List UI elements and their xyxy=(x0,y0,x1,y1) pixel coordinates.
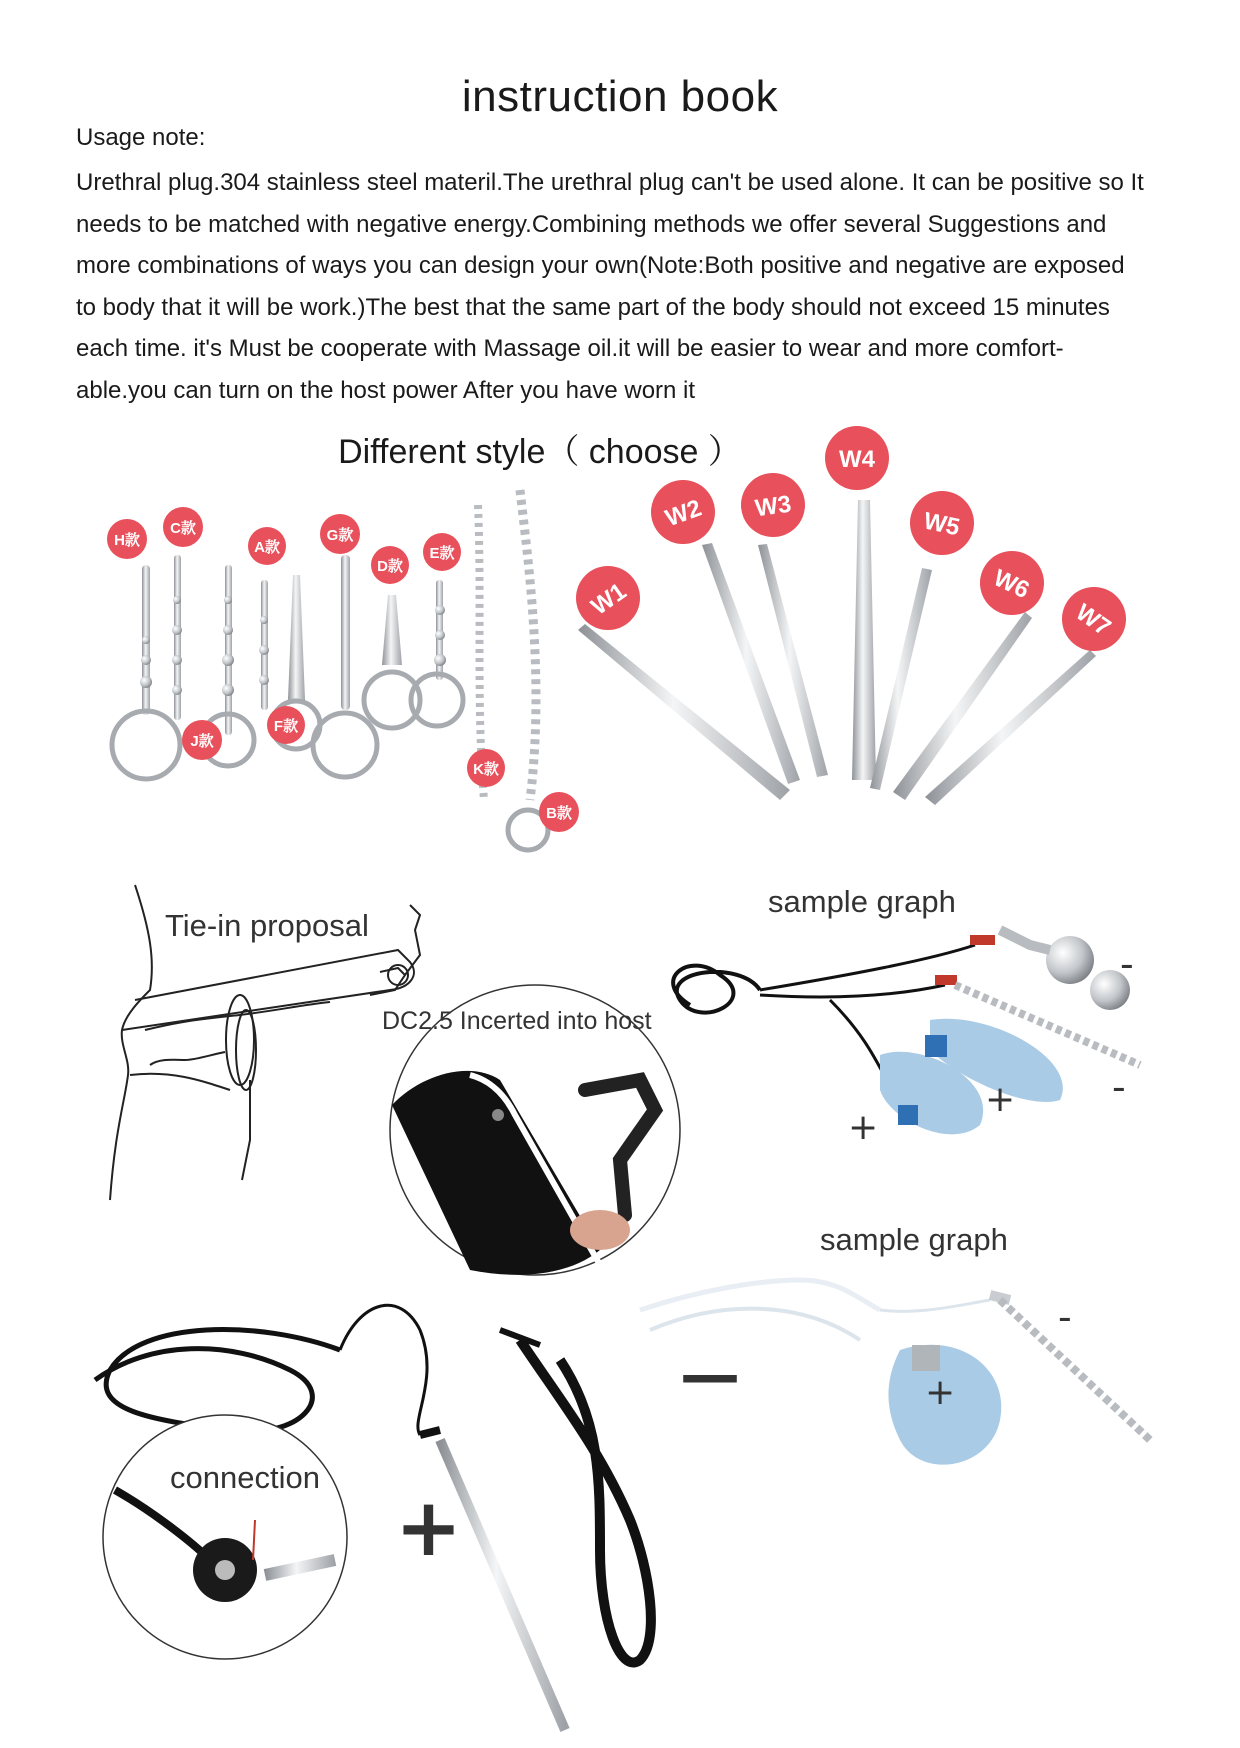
badge-e xyxy=(423,533,461,571)
big-minus-sign: — xyxy=(680,1340,740,1410)
svg-text:E款: E款 xyxy=(429,545,455,562)
minus-sign-sample1-top: - xyxy=(1120,942,1134,986)
rod-w2 xyxy=(702,543,800,784)
sample-graph-label-1: sample graph xyxy=(768,884,956,919)
rod-w1 xyxy=(578,624,790,800)
svg-text:W7: W7 xyxy=(1070,598,1116,642)
svg-text:W6: W6 xyxy=(989,564,1034,605)
usage-note-heading: Usage note: xyxy=(76,124,206,151)
badge-w7 xyxy=(1062,587,1126,651)
large-rod-group xyxy=(578,500,1096,805)
usage-note-line: each time. it's Must be cooperate with Massage oil.it will be easier to wear and more comfort- xyxy=(76,335,1064,362)
usage-note-line: to body that it will be work.)The best that the same part of the body should not exceed 15 minutes xyxy=(76,293,1110,321)
usage-note-line: needs to be matched with negative energy.Combining methods we offer several Suggestions and xyxy=(76,210,1107,238)
connection-label: connection xyxy=(170,1460,320,1495)
badge-w1 xyxy=(576,566,640,630)
usage-note-line: more combinations of ways you can design your own(Note:Both positive and negative are exposed xyxy=(76,252,1125,279)
tie-in-proposal-label: Tie-in proposal xyxy=(165,908,369,943)
svg-text:A款: A款 xyxy=(254,539,280,556)
badge-h xyxy=(107,519,147,559)
badge-w4 xyxy=(825,426,889,490)
badge-w3 xyxy=(741,473,805,537)
svg-text:J款: J款 xyxy=(190,733,214,750)
page-title: instruction book xyxy=(461,72,779,121)
badge-a xyxy=(248,527,286,565)
rod-c xyxy=(172,555,182,720)
badge-f xyxy=(267,706,305,744)
plus-sign-sample1-right: + xyxy=(985,1079,1016,1120)
dc-host-label: DC2.5 Incerted into host xyxy=(382,1007,652,1035)
badge-k xyxy=(467,749,505,787)
minus-sign-sample1-bottom: - xyxy=(1112,1065,1126,1109)
svg-text:W2: W2 xyxy=(661,494,706,533)
large-badges xyxy=(576,426,1126,651)
plus-sign-sample2: + xyxy=(925,1372,956,1413)
svg-text:W3: W3 xyxy=(753,490,793,523)
connection-photo xyxy=(103,1415,347,1659)
badge-j xyxy=(182,720,222,760)
svg-text:B款: B款 xyxy=(546,805,572,822)
badge-d xyxy=(371,546,409,584)
styles-section-title: Different style（ choose ） xyxy=(338,433,742,471)
badge-g xyxy=(320,514,360,554)
usage-note-line: able.you can turn on the host power After you have worn it xyxy=(76,376,696,404)
svg-text:W5: W5 xyxy=(921,507,963,542)
rod-g xyxy=(313,555,377,777)
big-plus-sign: + xyxy=(395,1481,463,1574)
badge-w2 xyxy=(651,480,715,544)
plus-sign-sample1-left: + xyxy=(848,1107,879,1148)
rod-h xyxy=(112,565,180,779)
usage-note-line: Urethral plug.304 stainless steel materil.The urethral plug can't be used alone. It can be positive so It xyxy=(76,169,1144,196)
svg-text:W1: W1 xyxy=(586,577,632,621)
sample-graph-1-photo xyxy=(673,930,1140,1134)
badge-w5 xyxy=(910,491,974,555)
svg-text:W4: W4 xyxy=(839,446,875,473)
minus-sign-sample2: - xyxy=(1058,1295,1072,1339)
sample-graph-label-2: sample graph xyxy=(820,1222,1008,1257)
rod-a xyxy=(259,580,269,710)
svg-text:G款: G款 xyxy=(326,527,354,544)
badge-b xyxy=(539,792,579,832)
svg-text:H款: H款 xyxy=(114,532,140,549)
svg-text:F款: F款 xyxy=(273,718,299,735)
svg-text:K款: K款 xyxy=(473,761,499,778)
badge-c xyxy=(163,507,203,547)
svg-text:D款: D款 xyxy=(377,558,403,575)
rod-w4 xyxy=(852,500,876,780)
badge-w6 xyxy=(980,551,1044,615)
rod-b xyxy=(508,490,548,850)
rod-w3 xyxy=(758,544,828,777)
svg-text:C款: C款 xyxy=(170,520,196,537)
